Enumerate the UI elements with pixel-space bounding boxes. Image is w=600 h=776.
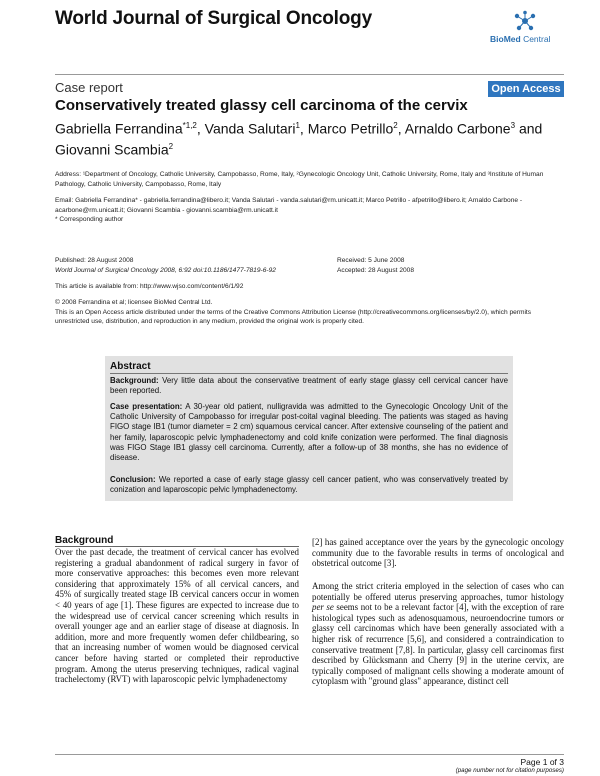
abstract-heading: Abstract	[110, 361, 151, 372]
biomed-logo-text: BioMed Central	[490, 34, 551, 44]
abstract-divider	[110, 373, 508, 374]
author-address: Address: ¹Department of Oncology, Catholic University, Campobasso, Rome, Italy, ²Gynecologic Oncology Unit, Catholic University, Rome, Italy and ³Institute of Human Pathology, Catholic University, Campobasso, Rome, Italy	[55, 171, 544, 188]
author-name[interactable]: Giovanni Scambia	[55, 141, 169, 158]
abstract-conclusion: Conclusion: We reported a case of early stage glassy cell cancer patient, who was conservatively treated by conization and laparoscopic pelvic lymphadenectomy.	[110, 475, 508, 495]
copyright-block	[55, 298, 565, 327]
page-number-note: (page number not for citation purposes)	[455, 767, 564, 774]
body-right-paragraph-1: [2] has gained acceptance over the years by the gynecologic oncology community due to the favorable results in terms of oncological and obstetrical outcome [3].	[312, 537, 564, 569]
journal-title: World Journal of Surgical Oncology	[55, 8, 372, 29]
abstract-background: Background: Very little data about the conservative treatment of early stage glassy cell cervical cancer have been reported.	[110, 376, 508, 396]
received-info	[337, 256, 537, 275]
author-name[interactable]: Arnaldo Carbone	[404, 120, 511, 137]
received-date: Received: 5 June 2008	[337, 257, 405, 264]
author-affiliation: 1	[295, 121, 300, 130]
body-right-paragraph-2: Among the strict criteria employed in the selection of cases who can potentially be offered uterus preserving approaches, tumor histology per se seems not to be a relevant factor [4], with the exception of rare histological types such as adenosquamous, neuroendocrine tumors or glassy cell carcinomas which have been generally associated with a higher risk of recurrence [5,6], and considered a contraindication to conservative treatment [7,8]. In particular, glassy cell carcinomas first described by Glücksmann and Cherry [9] in the uterine cervix, are typically composed of malignant cells showing a moderate amount of cytoplasm with "ground glass" appearance, distinct cell	[312, 581, 564, 687]
page-number: Page 1 of 3	[520, 757, 564, 767]
author-affiliation: 3	[510, 121, 516, 130]
author-name[interactable]: Gabriella Ferrandina	[55, 120, 183, 137]
author-affiliation: 2	[393, 121, 398, 130]
author-affiliation: *1,2	[182, 121, 197, 130]
body-left-column: Over the past decade, the treatment of cervical cancer has evolved registering a gradual abandonment of radical surgery in favor of more conservative approaches: this becomes even more relevant considering that approximately 15% of all cervical cancers, and 45% of surgically treated stage IB cervical cancers occur in women < 40 years of age [1]. These figures are expected to increase due to the widespread use of cervical cancer screening which results in overall younger age and an earlier stage of disease at diagnosis. In addition, more and more frequently women defer childbearing, so that an increasing number of women would be diagnosed cervical cancer before having started or completed their reproductive program. Among the uterus preserving techniques, radical vaginal trachelectomy (RVT) with laparoscopic pelvic lymphadenectomy	[55, 547, 299, 685]
license-text[interactable]: This is an Open Access article distributed under the terms of the Creative Commons Attribution License (http://creativecommons.org/licenses/by/2.0), which permits unrestricted use, distribution, and reproduction in any medium, provided the original work is properly cited.	[55, 308, 532, 325]
published-date: Published: 28 August 2008	[55, 257, 134, 264]
article-title: Conservatively treated glassy cell carcinoma of the cervix	[55, 97, 468, 114]
copyright-line: © 2008 Ferrandina et al; licensee BioMed Central Ltd.	[55, 299, 213, 306]
author-name[interactable]: Vanda Salutari	[204, 120, 296, 137]
email-list[interactable]: Email: Gabriella Ferrandina* - gabriella.ferrandina@libero.it; Vanda Salutari - vanda.salutari@rm.unicatt.it; Marco Petrillo - afpetrillo@libero.it; Arnaldo Carbone - acarbone@rm.unicatt.it; Giovanni Scambia - giovanni.scambia@rm.unicatt.it	[55, 197, 523, 214]
article-type: Case report	[55, 80, 123, 95]
publication-info	[55, 256, 315, 275]
corresponding-author-note: * Corresponding author	[55, 216, 124, 223]
biomed-central-logo[interactable]	[490, 10, 560, 48]
author-emails	[55, 196, 565, 225]
abstract-case-presentation: Case presentation: A 30-year old patient, nulligravida was admitted to the Gynecologic Oncology Unit of the Catholic University of Campobasso for irregular post-coital vaginal bleeding. The patients was staged as having FIGO stage IB1 (tumor diameter = 2 cm) squamous cervical cancer. After extensive counseling of the patient and her family, laparoscopic pelvic lymphadenectomy and cold knife conization were performed. The final diagnosis was FIGO Stage IB1 glassy cell carcinoma. Currently, after a follow-up of 38 months, she has no evidence of disease.	[110, 402, 508, 463]
author-list: Gabriella Ferrandina$^{*1,2}$, Vanda Salutari$^1$, Marco Petrillo$^2$, Arnaldo Carbone$^3$ and Giovanni Scambia$^2$	[55, 120, 543, 158]
background-heading: Background	[55, 535, 114, 546]
citation-line[interactable]: World Journal of Surgical Oncology 2008, 6:92 doi:10.1186/1477-7819-6-92	[55, 266, 276, 274]
footer-divider	[55, 754, 564, 755]
biomed-logo-icon	[512, 10, 538, 32]
open-access-badge: Open Access	[488, 81, 564, 97]
header-divider	[55, 74, 564, 75]
article-url[interactable]: This article is available from: http://www.wjso.com/content/6/1/92	[55, 283, 244, 290]
author-affiliation: 2	[168, 141, 174, 151]
accepted-date: Accepted: 28 August 2008	[337, 266, 414, 274]
author-name[interactable]: Marco Petrillo	[307, 120, 394, 137]
